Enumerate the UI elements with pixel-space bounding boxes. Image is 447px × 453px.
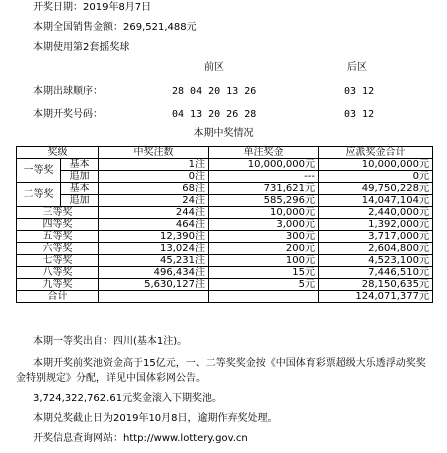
win-count: 13,024注 — [99, 243, 209, 255]
unit-prize: --- — [209, 171, 319, 183]
unit-prize: 731,621元 — [209, 183, 319, 195]
prize-total: 7,446,510元 — [319, 267, 433, 279]
winning-numbers-label: 本期开奖号码： — [33, 109, 103, 120]
tier-name: 三等奖 — [17, 207, 99, 219]
unit-prize: 300元 — [209, 231, 319, 243]
sub-tier: 追加 — [61, 195, 99, 207]
header-unit-prize: 单注奖金 — [209, 147, 319, 159]
tier-name: 九等奖 — [17, 279, 99, 291]
header-count: 中奖注数 — [99, 147, 209, 159]
unit-prize: 585,296元 — [209, 195, 319, 207]
tier-name: 八等奖 — [17, 267, 99, 279]
prize-total: 0元 — [319, 171, 433, 183]
prize-total: 28,150,635元 — [319, 279, 433, 291]
table-row — [17, 171, 433, 183]
win-count: 12,390注 — [99, 231, 209, 243]
front-zone-label: 前区 — [204, 62, 224, 73]
first-prize-origin: 本期一等奖出自：四川(基本1注)。 — [33, 336, 188, 347]
draw-date: 开奖日期：2019年8月7日 — [33, 2, 152, 13]
prize-pool-rollover: 3,724,322,762.61元奖金滚入下期奖池。 — [33, 393, 223, 404]
prize-total: 3,717,000元 — [319, 231, 433, 243]
total-count — [99, 291, 209, 303]
table-row — [17, 195, 433, 207]
tier-name: 一等奖 — [17, 159, 61, 183]
prize-table — [16, 146, 433, 303]
winning-numbers-front: 04 13 20 26 28 — [172, 109, 257, 120]
sub-tier: 基本 — [61, 159, 99, 171]
header-tier: 奖级 — [17, 147, 99, 159]
win-count: 45,231注 — [99, 255, 209, 267]
prize-total: 4,523,100元 — [319, 255, 433, 267]
rule-note-line1: 本期开奖前奖池资金高于15亿元，一、二等奖奖金按《中国体育彩票超级大乐透浮动奖奖 — [33, 358, 426, 369]
info-website: 开奖信息查询网站：http://www.lottery.gov.cn — [33, 433, 248, 444]
national-sales: 本期全国销售金额：269,521,488元 — [33, 22, 197, 33]
win-count: 24注 — [99, 195, 209, 207]
win-count: 0注 — [99, 171, 209, 183]
table-total-row — [17, 291, 433, 303]
winning-numbers-back: 03 12 — [344, 109, 375, 120]
unit-prize: 100元 — [209, 255, 319, 267]
total-unit-prize — [209, 291, 319, 303]
table-row — [17, 231, 433, 243]
prize-total: 49,750,228元 — [319, 183, 433, 195]
draw-order-front: 28 04 20 13 26 — [172, 86, 257, 97]
win-count: 244注 — [99, 207, 209, 219]
back-zone-label: 后区 — [347, 62, 367, 73]
sub-tier: 追加 — [61, 171, 99, 183]
header-total: 应派奖金合计 — [319, 147, 433, 159]
table-row — [17, 219, 433, 231]
section-title: 本期中奖情况 — [193, 128, 254, 139]
unit-prize: 5元 — [209, 279, 319, 291]
win-count: 464注 — [99, 219, 209, 231]
draw-order-back: 03 12 — [344, 86, 375, 97]
tier-name: 七等奖 — [17, 255, 99, 267]
win-count: 1注 — [99, 159, 209, 171]
tier-name: 二等奖 — [17, 183, 61, 207]
prize-total: 2,440,000元 — [319, 207, 433, 219]
unit-prize: 10,000,000元 — [209, 159, 319, 171]
win-count: 496,434注 — [99, 267, 209, 279]
unit-prize: 3,000元 — [209, 219, 319, 231]
claim-deadline: 本期兑奖截止日为2019年10月8日，逾期作弃奖处理。 — [33, 413, 278, 424]
table-row — [17, 267, 433, 279]
tier-name: 五等奖 — [17, 231, 99, 243]
table-row — [17, 207, 433, 219]
table-row — [17, 183, 433, 195]
win-count: 68注 — [99, 183, 209, 195]
unit-prize: 200元 — [209, 243, 319, 255]
unit-prize: 10,000元 — [209, 207, 319, 219]
prize-total: 2,604,800元 — [319, 243, 433, 255]
prize-total: 1,392,000元 — [319, 219, 433, 231]
tier-name: 四等奖 — [17, 219, 99, 231]
prize-total: 14,047,104元 — [319, 195, 433, 207]
table-header-row — [17, 147, 433, 159]
rule-note-line2: 金特别规定》分配，详见中国体彩网公告。 — [16, 373, 206, 384]
total-label: 合计 — [17, 291, 99, 303]
unit-prize: 15元 — [209, 267, 319, 279]
win-count: 5,630,127注 — [99, 279, 209, 291]
table-row — [17, 159, 433, 171]
grand-total: 124,071,377元 — [319, 291, 433, 303]
tier-name: 六等奖 — [17, 243, 99, 255]
table-row — [17, 279, 433, 291]
table-row — [17, 243, 433, 255]
table-row — [17, 255, 433, 267]
prize-total: 10,000,000元 — [319, 159, 433, 171]
draw-order-label: 本期出球顺序： — [33, 86, 103, 97]
sub-tier: 基本 — [61, 183, 99, 195]
ball-set-info: 本期使用第2套摇奖球 — [33, 42, 130, 53]
